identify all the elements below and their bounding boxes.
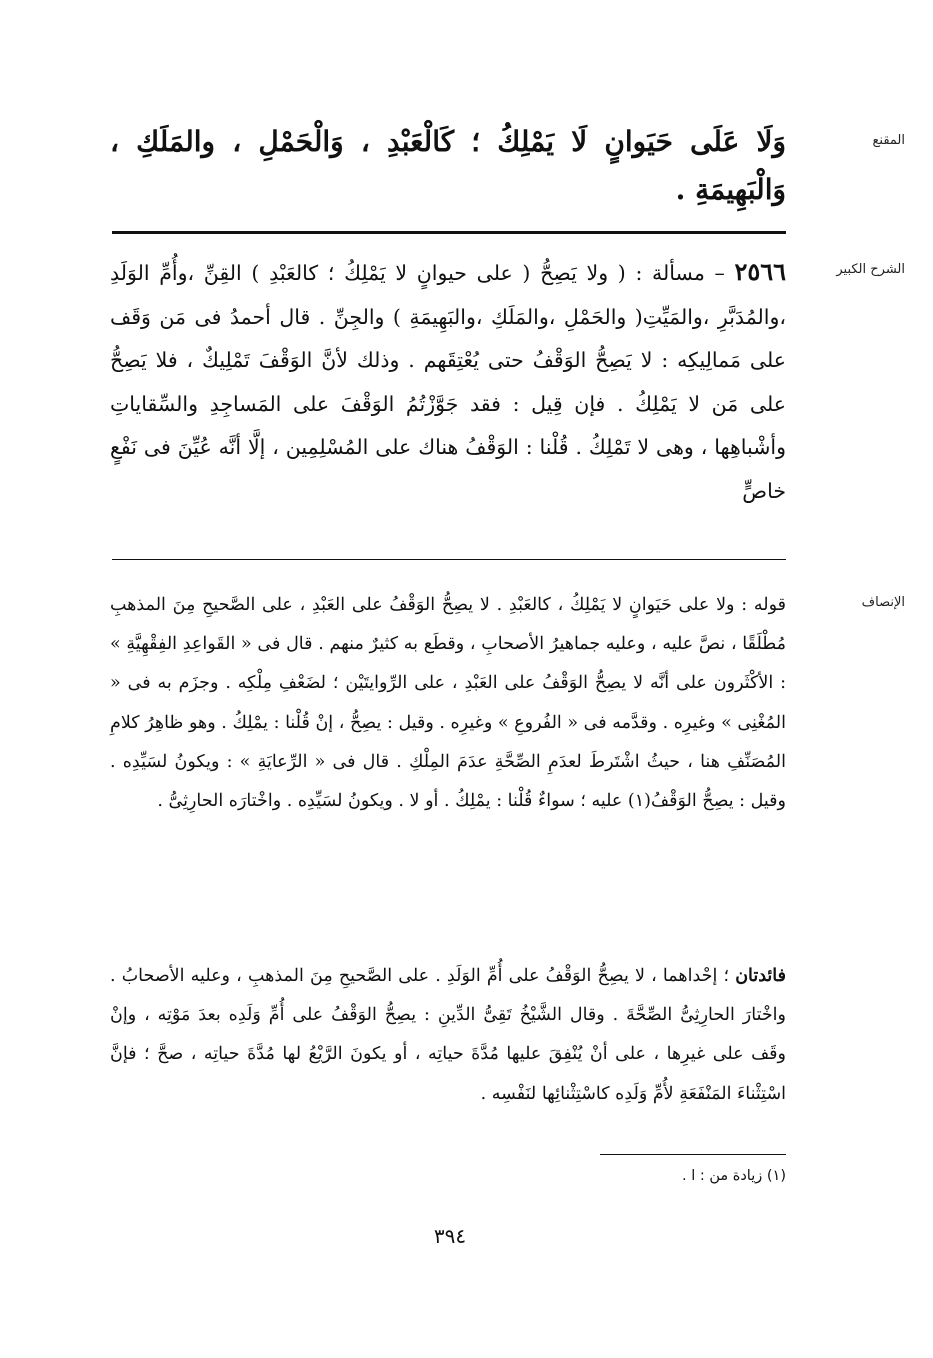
sharh-section (110, 250, 786, 513)
footnote-divider (600, 1154, 786, 1155)
fawaid-text: ؛ إحْداهما ، لا يصِحُّ الوَقْفُ على أُمِّ الوَلَدِ . على الصَّحيحِ مِنَ المذهبِ ، وعليه الأصحابُ . واخْتارَ الحارِثِىُّ الصِّحَّةَ . وقال الشَّيْخُ تَقِىُّ الدِّينِ : يصِحُّ الوَقْفُ على أُمِّ وَلَدِه بعدَ مَوْتِه ، وإنْ وقَف على غيرِها ، على أنْ يُنْفِقَ عليها مُدَّةَ حياتِه ، أو يكونَ الرَّيْعُ لها مُدَّةَ حياتِه ، صحَّ ؛ فإنَّ اسْتِثْناءَ المَنْفَعَةِ لأُمِّ وَلَدِه كاسْتِثْنائِها لنَفْسِه . (110, 966, 786, 1104)
matn-text: وَلَا عَلَى حَيَوانٍ لَا يَمْلِكُ ؛ كَالْعَبْدِ ، وَالْحَمْلِ ، والمَلَكِ ، وَالْبَهِيمَةِ . (110, 125, 786, 206)
margin-label-insaf: الإنصاف (861, 595, 905, 610)
section-divider-thick (112, 231, 786, 234)
sharh-issue-number: ٢٥٦٦ (734, 257, 786, 286)
sharh-paragraph (110, 250, 786, 513)
footnote: (١) زيادة من : ا . (681, 1168, 786, 1184)
section-divider-thin (112, 559, 786, 560)
matn-section (110, 118, 786, 214)
fawaid-section (110, 957, 786, 1114)
margin-label-sharh: الشرح الكبير (836, 262, 905, 277)
sharh-text: – مسألة : ( ولا يَصِحُّ ( على حيوانٍ لا يَمْلِكُ ؛ كالعَبْدِ ) القِنِّ ،وأُمِّ الوَلَدِ ،والمُدَبَّرِ ،والمَيِّتِ( والحَمْلِ ،والمَلَكِ ،والبَهِيمَةِ ) والجِنِّ . قال أحمدُ فى مَن وَقَف على مَمالِيكِه : لا يَصِحُّ الوَقْفُ حتى يُعْتِقَهم . وذلك لأنَّ الوَقْفَ تَمْلِيكٌ ، فلا يَصِحُّ على مَن لا يَمْلِكُ . فإن قِيل : فقد جَوَّزْتُمُ الوَقْفَ على المَساجِدِ والسِّقاياتِ وأشْباهِها ، وهى لا تَمْلِكُ . قُلْنا : الوَقْفُ هناك على المُسْلِمِين ، إلَّا أنَّه عُيِّنَ فى نَفْعٍ خاصٍّ (110, 261, 786, 503)
insaf-text: قوله : ولا على حَيَوانٍ لا يَمْلِكُ ، كالعَبْدِ . لا يصِحُّ الوَقْفُ على العَبْدِ ، على الصَّحيحِ مِنَ المذهبِ مُطْلَقًا ، نصَّ عليه ، وعليه جماهيرُ الأصحابِ ، وقطَع به كثيرٌ منهم . قال فى « القَواعِدِ الفِقْهِيَّةِ » : الأكْثَرون على أنَّه لا يصِحُّ الوَقْفُ على العَبْدِ ، على الرِّوايتَيْن ؛ لضَعْفِ مِلْكِه . وجزَم به فى « المُغْنِى » وغيرِه . وقدَّمه فى « الفُروعِ » وغيرِه . وقيل : يصِحُّ ، إنْ قُلْنا : يمْلِكُ . وهو ظاهِرُ كلامِ المُصَنِّفِ هنا ، حيثُ اشْتَرطَ لعدَمِ الصِّحَّةِ عدَمَ المِلْكِ . قال فى « الرِّعايَةِ » : ويكونُ لسَيِّدِه . وقيل : يصِحُّ الوَقْفُ(١) عليه ؛ سواءٌ قُلْنا : يمْلِكُ . أو لا . ويكونُ لسَيِّدِه . واخْتارَه الحارِثِىُّ . (110, 595, 786, 812)
insaf-section (110, 586, 786, 821)
page-number: ٣٩٤ (433, 1224, 467, 1248)
fawaid-heading: فائدتان (735, 966, 786, 986)
margin-label-muqni: المقنع (872, 133, 905, 148)
fawaid-paragraph (110, 957, 786, 1114)
